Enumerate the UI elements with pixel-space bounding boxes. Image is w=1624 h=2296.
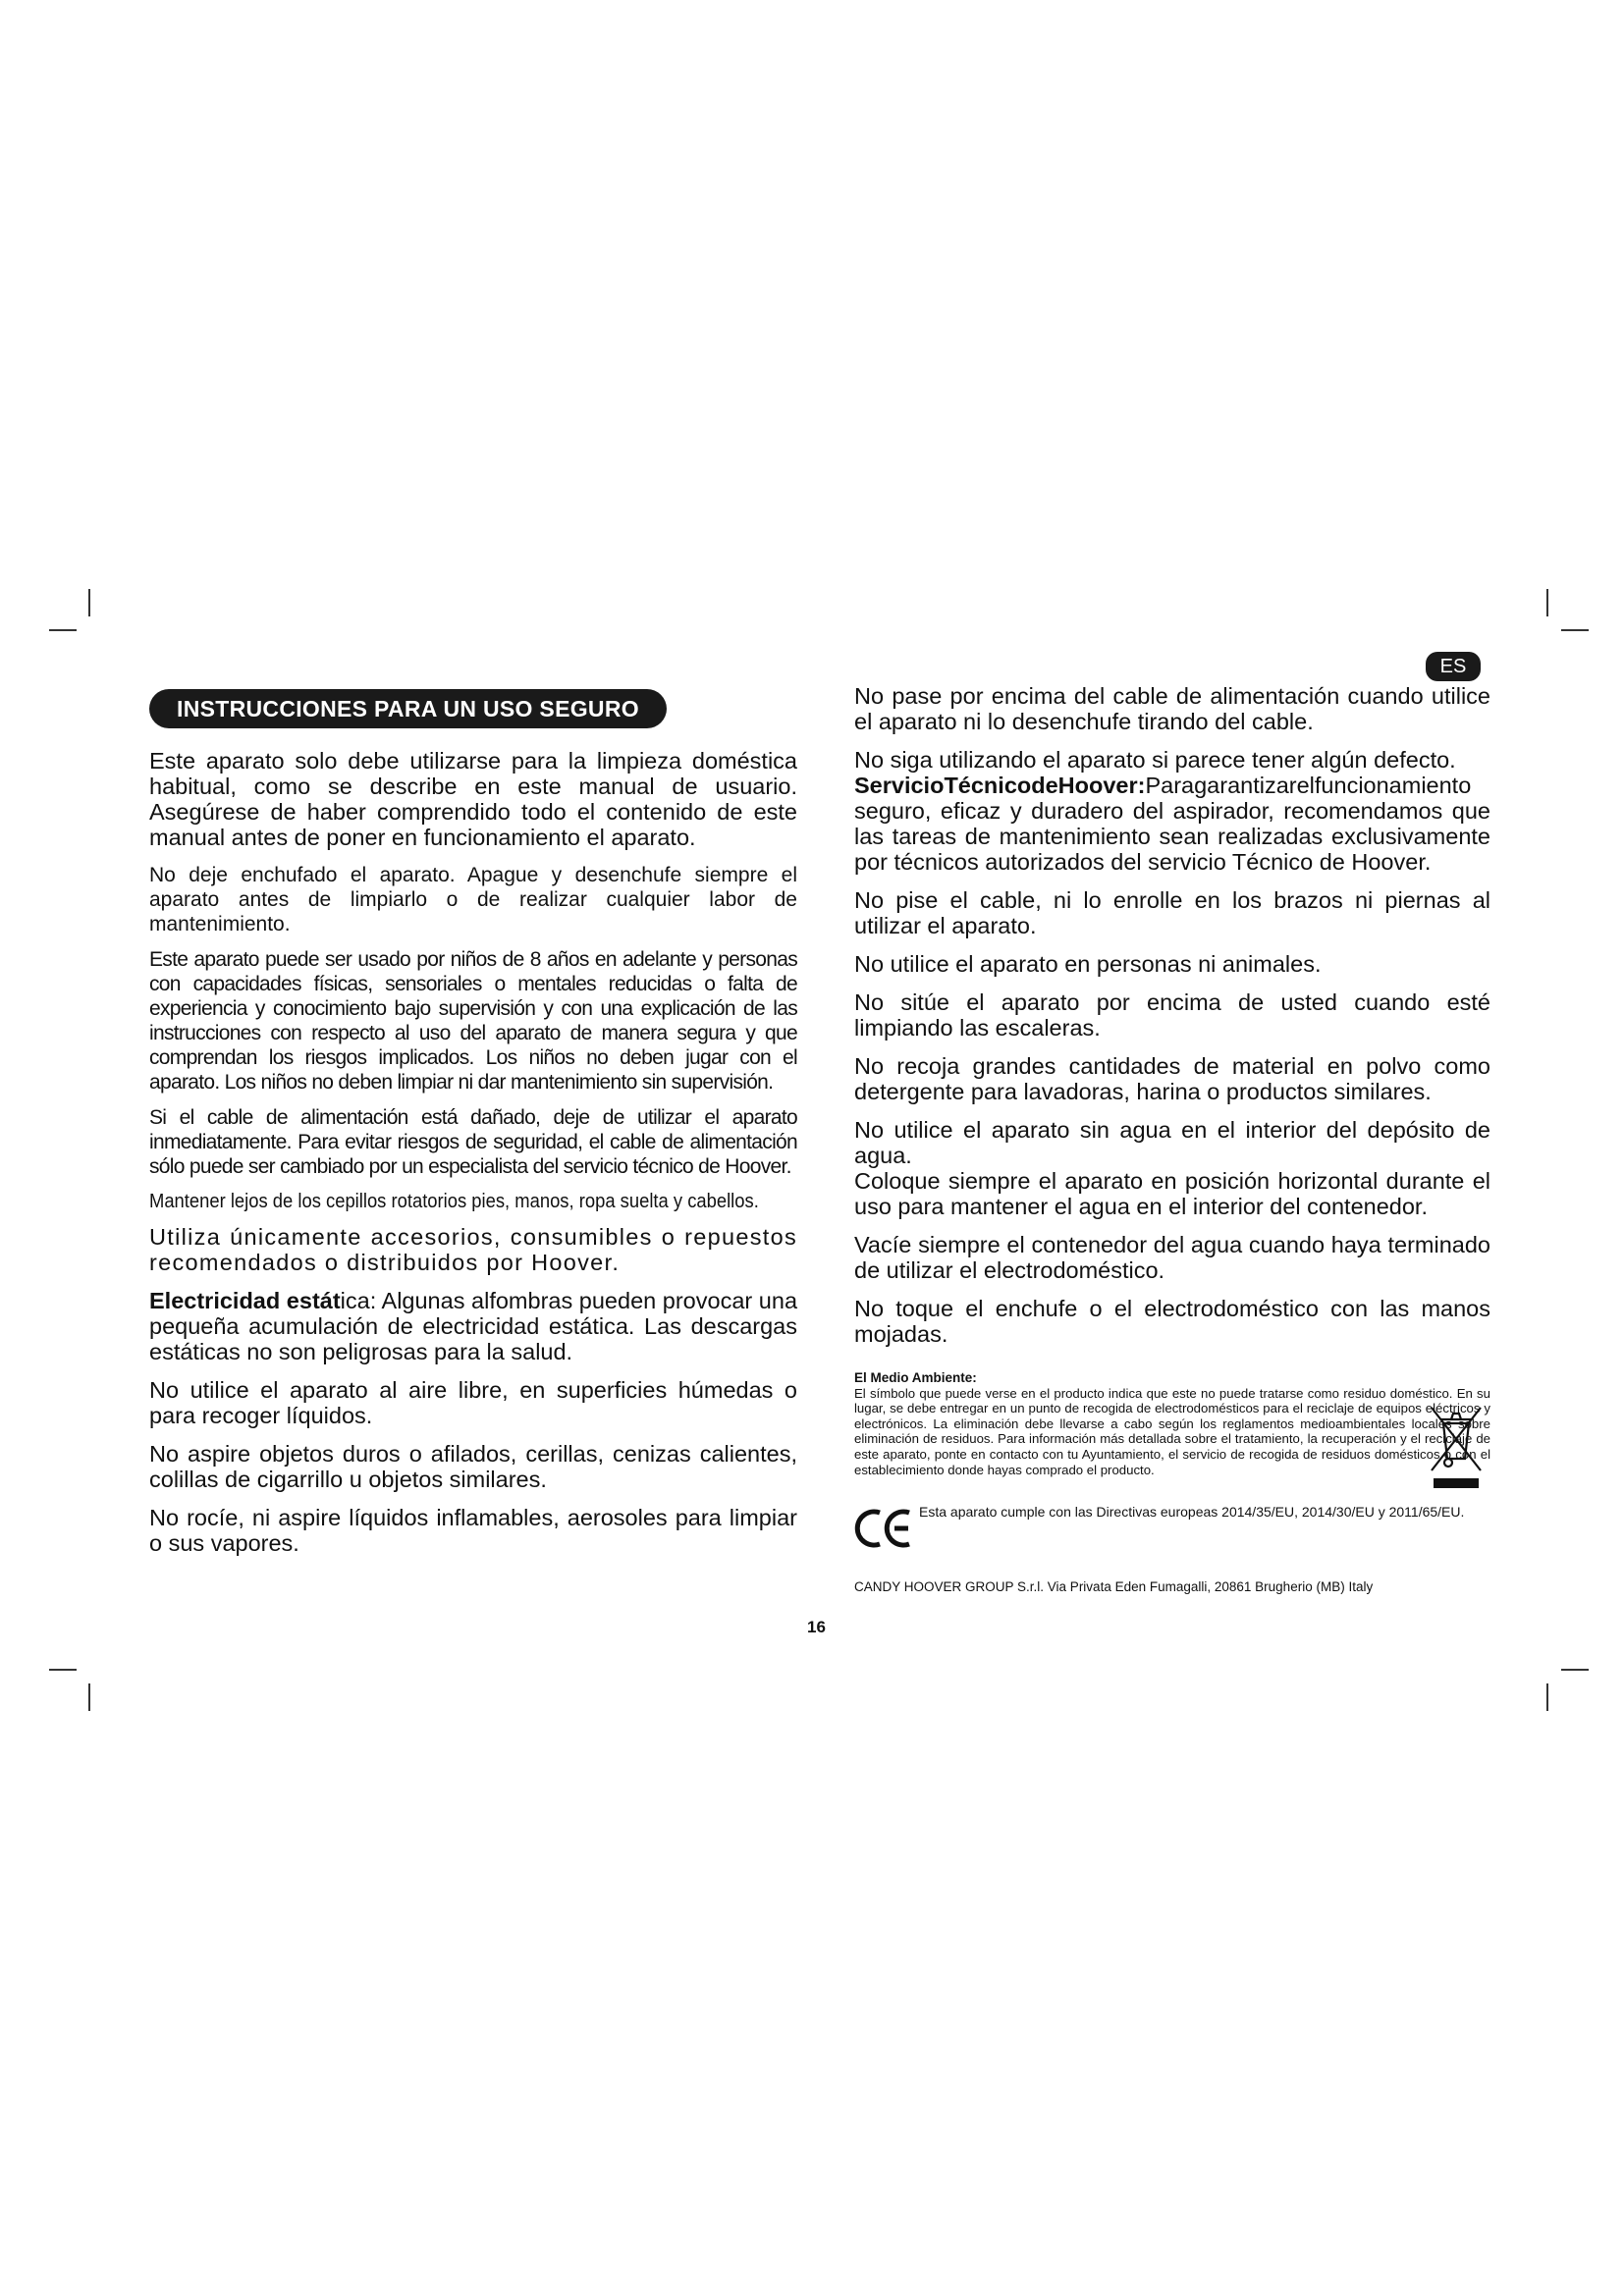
paragraph: No aspire objetos duros o afilados, cerillas, cenizas calientes, colillas de cigarrillo u objetos similares. bbox=[149, 1441, 797, 1492]
environment-title: El Medio Ambiente: bbox=[854, 1370, 977, 1385]
section-title: INSTRUCCIONES PARA UN USO SEGURO bbox=[149, 689, 667, 728]
paragraph: No pise el cable, ni lo enrolle en los brazos ni piernas al utilizar el aparato. bbox=[854, 887, 1490, 938]
company-address: CANDY HOOVER GROUP S.r.l. Via Privata Eden Fumagalli, 20861 Brugherio (MB) Italy bbox=[854, 1579, 1374, 1595]
page-number: 16 bbox=[807, 1618, 826, 1636]
crop-mark bbox=[1561, 629, 1589, 631]
paragraph: Este aparato solo debe utilizarse para la limpieza doméstica habitual, como se describe en este manual de usuario. Asegúrese de haber comprendido todo el contenido de este manual antes de poner en funcionamiento el aparato. bbox=[149, 748, 797, 850]
crop-mark bbox=[49, 1669, 77, 1671]
paragraph: Mantener lejos de los cepillos rotatorios pies, manos, ropa suelta y cabellos. bbox=[149, 1191, 759, 1212]
ce-text: Esta aparato cumple con las Directivas europeas 2014/35/EU, 2014/30/EU y 2011/65/EU. bbox=[919, 1504, 1465, 1521]
crop-mark bbox=[1546, 1683, 1548, 1711]
paragraph: Si el cable de alimentación está dañado, deje de utilizar el aparato inmediatamente. Para evitar riesgos de seguridad, el cable de alimentación sólo puede ser cambiado por un especialista del servicio técnico de Hoover. bbox=[149, 1106, 797, 1178]
paragraph: No siga utilizando el aparato si parece tener algún defecto. bbox=[854, 747, 1456, 773]
paragraph bbox=[149, 1288, 797, 1364]
crop-mark bbox=[1561, 1669, 1589, 1671]
ce-mark-icon bbox=[854, 1507, 915, 1550]
paragraph-label: ServicioTécnicodeHoover: bbox=[854, 773, 1146, 798]
paragraph: Utiliza únicamente accesorios, consumibles o repuestos recomendados o distribuidos por Hoover. bbox=[149, 1224, 797, 1275]
paragraph: No toque el enchufe o el electrodoméstico con las manos mojadas. bbox=[854, 1296, 1490, 1347]
paragraph-text: ica: Algunas alfombras pueden provocar una pequeña acumulación de electricidad estática. Las descargas estáticas no son peligrosas para la salud. bbox=[149, 1288, 798, 1364]
paragraph: No utilice el aparato al aire libre, en superficies húmedas o para recoger líquidos. bbox=[149, 1377, 797, 1428]
crop-mark bbox=[49, 629, 77, 631]
crossed-out-wheelie-bin-icon bbox=[1428, 1400, 1485, 1490]
environment-text: El símbolo que puede verse en el producto indica que este no puede tratarse como residuo doméstico. En su lugar, se debe entregar en un punto de recogida de electrodomésticos para el reciclaje de equipos eléctricos y electrónicos. La eliminación debe llevarse a cabo según los reglamentos medioambientales locales sobre eliminación de residuos. Para información más detallada sobre el tratamiento, la recuperación y el reciclaje de este aparato, ponte en contacto con tu Ayuntamiento, el servicio de recogida de residuos domésticos o con el establecimiento donde hayas comprado el producto. bbox=[854, 1385, 1490, 1477]
environment-notice bbox=[854, 1370, 1490, 1477]
crop-mark bbox=[88, 589, 90, 616]
paragraph: Este aparato puede ser usado por niños de 8 años en adelante y personas con capacidades físicas, sensoriales o mentales reducidas o falta de experiencia y conocimiento bajo supervisión y con una explicación de las instrucciones con respecto al uso del aparato de manera segura y que comprendan los riesgos implicados. Los niños no deben jugar con el aparato. Los niños no deben limpiar ni dar mantenimiento sin supervisión. bbox=[149, 948, 797, 1094]
paragraph: No pase por encima del cable de alimentación cuando utilice el aparato ni lo desenchufe tirando del cable. bbox=[854, 683, 1490, 734]
paragraph: No utilice el aparato en personas ni animales. bbox=[854, 951, 1322, 977]
paragraph: No sitúe el aparato por encima de usted cuando esté limpiando las escaleras. bbox=[854, 989, 1490, 1041]
paragraph bbox=[854, 773, 1490, 875]
paragraph-label: Electricidad estát bbox=[149, 1288, 341, 1313]
ce-compliance bbox=[854, 1503, 1490, 1552]
right-column bbox=[854, 683, 1490, 1594]
paragraph: Coloque siempre el aparato en posición horizontal durante el uso para mantener el agua en el interior del contenedor. bbox=[854, 1168, 1490, 1219]
crop-mark bbox=[1546, 589, 1548, 616]
paragraph: No deje enchufado el aparato. Apague y desenchufe siempre el aparato antes de limpiarlo o de realizar cualquier labor de mantenimiento. bbox=[149, 864, 797, 935]
language-badge: ES bbox=[1426, 652, 1481, 681]
paragraph: No rocíe, ni aspire líquidos inflamables, aerosoles para limpiar o sus vapores. bbox=[149, 1505, 797, 1556]
paragraph: No recoja grandes cantidades de material en polvo como detergente para lavadoras, harina o productos similares. bbox=[854, 1053, 1490, 1104]
paragraph: Vacíe siempre el contenedor del agua cuando haya terminado de utilizar el electrodoméstico. bbox=[854, 1232, 1490, 1283]
left-column bbox=[149, 689, 797, 1569]
paragraph-text: Paragarantizarelfuncionamiento seguro, eficaz y duradero del aspirador, recomendamos que las tareas de mantenimiento sean realizadas exclusivamente por técnicos autorizados del servicio Técnico de Hoover. bbox=[854, 773, 1490, 875]
crop-mark bbox=[88, 1683, 90, 1711]
paragraph: No utilice el aparato sin agua en el interior del depósito de agua. bbox=[854, 1117, 1490, 1168]
